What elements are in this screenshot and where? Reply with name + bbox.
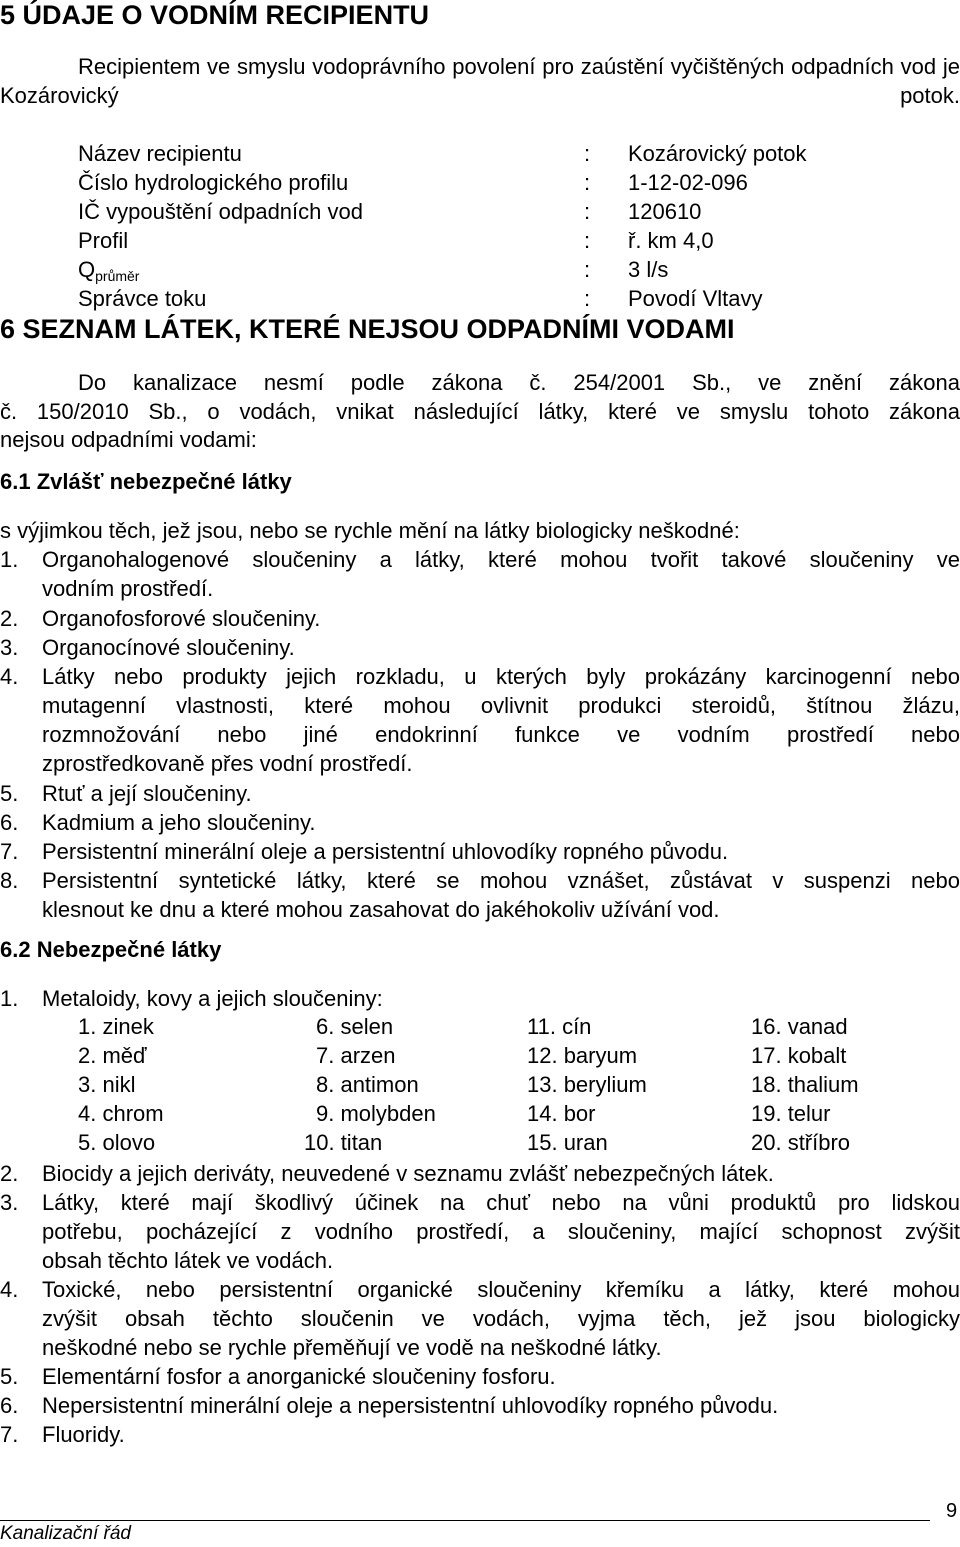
section-5-heading: 5 ÚDAJE O VODNÍM RECIPIENTU xyxy=(0,0,430,30)
metal-item: 12. baryum xyxy=(527,1043,638,1068)
detail-colon: : xyxy=(584,228,591,253)
list-item-line: Fluoridy. xyxy=(42,1422,125,1447)
list-item-line: Nepersistentní minerální oleje a nepersistentní uhlovodíky ropného původu. xyxy=(42,1393,779,1418)
detail-colon: : xyxy=(584,199,591,224)
section-5-intro: Recipientem ve smyslu vodoprávního povolení pro zaústění vyčištěných odpadních vod je Kozárovický potok. xyxy=(0,54,960,108)
list-item-line: Organofosforové sloučeniny. xyxy=(42,606,321,631)
detail-colon: : xyxy=(584,170,591,195)
subsection-6-1-heading: 6.1 Zvlášť nebezpečné látky xyxy=(0,469,292,494)
list-item-line: Látky nebo produkty jejich rozkladu, u kterých byly prokázány karcinogenní nebo xyxy=(42,664,960,689)
metal-item: 8. antimon xyxy=(316,1072,419,1097)
list-number: 8. xyxy=(0,868,19,893)
list-number: 2. xyxy=(0,1161,19,1186)
detail-label: Profil xyxy=(78,228,129,253)
list-item-line: neškodné nebo se rychle přeměňují ve vodě na neškodné látky. xyxy=(42,1335,662,1360)
metal-item: 16. vanad xyxy=(751,1014,848,1039)
footer-title: Kanalizační řád xyxy=(0,1523,131,1544)
detail-label: Název recipientu xyxy=(78,141,242,166)
list-number: 6. xyxy=(0,1393,19,1418)
section-6-heading: 6 SEZNAM LÁTEK, KTERÉ NEJSOU ODPADNÍMI VODAMI xyxy=(0,314,735,344)
footer-rule xyxy=(0,1520,930,1521)
metal-item: 4. chrom xyxy=(78,1101,164,1126)
subsection-6-2-heading: 6.2 Nebezpečné látky xyxy=(0,937,222,962)
metal-item: 20. stříbro xyxy=(751,1130,851,1155)
list-item-line: Organohalogenové sloučeniny a látky, které mohou tvořit takové sloučeniny ve xyxy=(42,547,960,572)
list-item-line: vodním prostředí. xyxy=(42,576,214,601)
subsection-6-1-lead: s výjimkou těch, jež jsou, nebo se rychle mění na látky biologicky neškodné: xyxy=(0,518,740,543)
q-subscript: průměr xyxy=(95,268,140,284)
list-number: 7. xyxy=(0,1422,19,1447)
list-number: 1. xyxy=(0,986,19,1011)
list-number: 4. xyxy=(0,664,19,689)
list-item-line: Elementární fosfor a anorganické sloučeniny fosforu. xyxy=(42,1364,556,1389)
metal-item: 18. thalium xyxy=(751,1072,859,1097)
list-number: 5. xyxy=(0,1364,19,1389)
metal-item: 19. telur xyxy=(751,1101,831,1126)
detail-value: Povodí Vltavy xyxy=(628,286,763,311)
detail-value: 3 l/s xyxy=(628,257,669,282)
section-6-intro-line2: č. 150/2010 Sb., o vodách, vnikat následující látky, které ve smyslu tohoto zákona xyxy=(0,399,960,424)
detail-value: 120610 xyxy=(628,199,702,224)
metal-item: 1. zinek xyxy=(78,1014,154,1039)
list-item-line: Persistentní minerální oleje a persistentní uhlovodíky ropného původu. xyxy=(42,839,729,864)
detail-colon: : xyxy=(584,286,591,311)
list-number: 5. xyxy=(0,781,19,806)
metal-item: 9. molybden xyxy=(316,1101,436,1126)
page-number: 9 xyxy=(946,1500,958,1522)
section-6-intro-line1: Do kanalizace nesmí podle zákona č. 254/2001 Sb., ve znění zákona xyxy=(78,370,960,395)
metal-item: 3. nikl xyxy=(78,1072,136,1097)
detail-label: IČ vypouštění odpadních vod xyxy=(78,199,363,224)
q-symbol: Q xyxy=(78,257,96,282)
list-item-line: mutagenní vlastnosti, které mohou ovlivnit produkci steroidů, štítnou žlázu, xyxy=(42,693,960,718)
list-item-line: Persistentní syntetické látky, které se mohou vznášet, zůstávat v suspenzi nebo xyxy=(42,868,960,893)
detail-colon: : xyxy=(584,141,591,166)
detail-colon: : xyxy=(584,257,591,282)
list-number: 1. xyxy=(0,547,19,572)
list-item-line: zvýšit obsah těchto sloučenin ve vodách, vyjma těch, jež jsou biologicky xyxy=(42,1306,960,1331)
list-item-line: rozmnožování nebo jiné endokrinní funkce ve vodním prostředí nebo xyxy=(42,722,960,747)
metal-item: 7. arzen xyxy=(316,1043,396,1068)
metals-table xyxy=(78,1012,908,1162)
section-6-intro-line3: nejsou odpadními vodami: xyxy=(0,427,257,452)
list-item-line: klesnout ke dnu a které mohou zasahovat do jakéhokoliv užívání vod. xyxy=(42,897,720,922)
list-number: 3. xyxy=(0,635,19,660)
detail-value: Kozárovický potok xyxy=(628,141,807,166)
list-item-line: Organocínové sloučeniny. xyxy=(42,635,295,660)
list-item-line: obsah těchto látek ve vodách. xyxy=(42,1248,334,1273)
metal-item: 6. selen xyxy=(316,1014,394,1039)
metal-item: 11. cín xyxy=(527,1014,592,1039)
list-item-line: potřebu, pocházející z vodního prostředí, a sloučeniny, mající schopnost zvýšit xyxy=(42,1219,960,1244)
list-item-line: Toxické, nebo persistentní organické sloučeniny křemíku a látky, které mohou xyxy=(42,1277,960,1302)
list-number: 2. xyxy=(0,606,19,631)
detail-value: ř. km 4,0 xyxy=(628,228,714,253)
list-number: 3. xyxy=(0,1190,19,1215)
list-item-line: Metaloidy, kovy a jejich sloučeniny: xyxy=(42,986,383,1011)
list-number: 7. xyxy=(0,839,19,864)
list-item-line: Rtuť a její sloučeniny. xyxy=(42,781,252,806)
list-item-line: Látky, které mají škodlivý účinek na chuť nebo na vůni produktů pro lidskou xyxy=(42,1190,960,1215)
metal-item: 2. měď xyxy=(78,1043,147,1068)
list-item-line: zprostředkovaně přes vodní prostředí. xyxy=(42,751,413,776)
list-number: 4. xyxy=(0,1277,19,1302)
metal-item: 13. berylium xyxy=(527,1072,647,1097)
list-item-line: Kadmium a jeho sloučeniny. xyxy=(42,810,316,835)
metal-item: 17. kobalt xyxy=(751,1043,847,1068)
detail-value: 1-12-02-096 xyxy=(628,170,748,195)
detail-label: Číslo hydrologického profilu xyxy=(78,170,349,195)
metal-item: 15. uran xyxy=(527,1130,608,1155)
list-item-line: Biocidy a jejich deriváty, neuvedené v seznamu zvlášť nebezpečných látek. xyxy=(42,1161,774,1186)
detail-label: Správce toku xyxy=(78,286,207,311)
metal-item: 10. titan xyxy=(304,1130,383,1155)
list-number: 6. xyxy=(0,810,19,835)
metal-item: 14. bor xyxy=(527,1101,596,1126)
metal-item: 5. olovo xyxy=(78,1130,156,1155)
